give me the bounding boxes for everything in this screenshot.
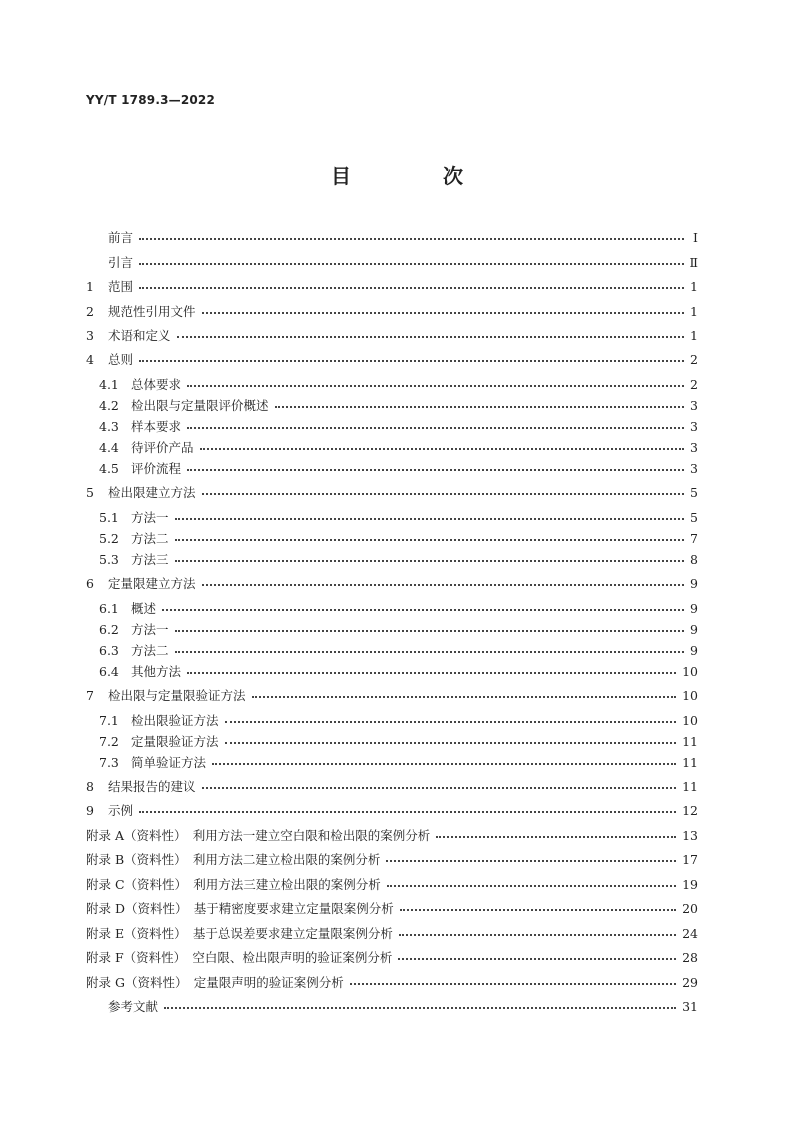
toc-entry-title: 评价流程 — [131, 461, 182, 476]
toc-entry-label — [86, 997, 158, 1015]
dot-leader — [175, 538, 684, 541]
toc-entry-page: 24 — [682, 925, 698, 941]
dot-leader — [164, 1006, 676, 1009]
toc-entry-title: 检出限与定量限评价概述 — [131, 398, 269, 413]
toc-entry-label — [86, 686, 246, 704]
dot-leader — [386, 859, 676, 862]
toc-entry[interactable] — [86, 753, 698, 771]
toc-entry[interactable] — [86, 711, 698, 729]
dot-leader — [175, 629, 684, 632]
toc-entry[interactable] — [86, 875, 698, 893]
toc-entry-page: 3 — [690, 439, 698, 455]
toc-entry-page: 17 — [682, 851, 698, 867]
toc-entry-title: 前言 — [108, 230, 134, 245]
toc-entry-number: 9 — [86, 802, 94, 818]
toc-entry[interactable] — [86, 253, 698, 271]
dot-leader — [139, 810, 676, 813]
toc-entry-label — [86, 801, 133, 819]
toc-entry-page: 28 — [682, 949, 698, 965]
toc-entry-label — [86, 753, 206, 771]
toc-entry-label — [86, 875, 381, 893]
toc-entry[interactable] — [86, 350, 698, 368]
toc-entry[interactable] — [86, 438, 698, 456]
toc-entry[interactable] — [86, 302, 698, 320]
toc-entry-title: 检出限与定量限验证方法 — [108, 688, 246, 703]
dot-leader — [398, 957, 676, 960]
dot-leader — [139, 359, 684, 362]
toc-entry-title: 附录 F（资料性） 空白限、检出限声明的验证案例分析 — [86, 950, 393, 965]
toc-entry-page: 2 — [690, 351, 698, 367]
toc-entry[interactable] — [86, 899, 698, 917]
toc-entry[interactable] — [86, 777, 698, 795]
toc-entry-page: 10 — [682, 687, 698, 703]
toc-entry-title: 检出限建立方法 — [108, 485, 196, 500]
toc-entry-number: 4.4 — [99, 439, 119, 455]
toc-entry-title: 术语和定义 — [108, 328, 171, 343]
dot-leader — [202, 583, 684, 586]
toc-entry[interactable] — [86, 801, 698, 819]
toc-entry-label — [86, 574, 196, 592]
toc-entry-page: 11 — [682, 733, 698, 749]
dot-leader — [387, 884, 676, 887]
toc-entry-page: 1 — [690, 327, 698, 343]
toc-entry-page: 9 — [690, 600, 698, 616]
toc-entry-title: 其他方法 — [131, 664, 182, 679]
toc-entry-title: 检出限验证方法 — [131, 713, 219, 728]
dot-leader — [162, 608, 684, 611]
toc-entry-label — [86, 529, 169, 547]
toc-entry-page: 9 — [690, 621, 698, 637]
toc-entry[interactable] — [86, 277, 698, 295]
toc-entry-label — [86, 662, 181, 680]
toc-entry[interactable] — [86, 459, 698, 477]
toc-entry-label — [86, 641, 169, 659]
toc-entry[interactable] — [86, 662, 698, 680]
toc-entry-page: 11 — [682, 778, 698, 794]
toc-entry-label — [86, 350, 133, 368]
page-title: 目 次 — [331, 164, 499, 188]
toc-entry-page: 13 — [682, 827, 698, 843]
dot-leader — [187, 426, 684, 429]
toc-entry-page: 29 — [682, 974, 698, 990]
dot-leader — [175, 517, 684, 520]
toc-entry-title: 方法二 — [131, 643, 169, 658]
toc-entry-label — [86, 924, 393, 942]
toc-entry-label — [86, 620, 169, 638]
toc-entry-page: 19 — [682, 876, 698, 892]
toc-entry[interactable] — [86, 732, 698, 750]
toc-entry-title: 定量限验证方法 — [131, 734, 219, 749]
standard-number: YY/T 1789.3—2022 — [86, 93, 216, 107]
toc-entry-label — [86, 973, 344, 991]
toc-entry-label — [86, 550, 169, 568]
dot-leader — [200, 447, 684, 450]
toc-entry-number: 1 — [86, 278, 94, 294]
toc-entry-page: 10 — [682, 712, 698, 728]
toc-entry-label — [86, 899, 394, 917]
toc-entry-title: 方法一 — [131, 622, 169, 637]
toc-entry-title: 附录 D（资料性） 基于精密度要求建立定量限案例分析 — [86, 901, 394, 916]
toc-entry-title: 待评价产品 — [131, 440, 194, 455]
toc-entry[interactable] — [86, 948, 698, 966]
dot-leader — [225, 720, 677, 723]
toc-entry-title: 范围 — [108, 279, 134, 294]
toc-entry[interactable] — [86, 924, 698, 942]
dot-leader — [252, 695, 677, 698]
toc-entry-label — [86, 459, 181, 477]
dot-leader — [202, 786, 677, 789]
toc-entry[interactable] — [86, 850, 698, 868]
toc-entry-page: 12 — [682, 802, 698, 818]
toc-entry-title: 总则 — [108, 352, 134, 367]
toc-entry[interactable] — [86, 483, 698, 501]
dot-leader — [225, 741, 677, 744]
toc-entry-number: 4 — [86, 351, 94, 367]
toc-entry-number: 5.3 — [99, 551, 119, 567]
toc-entry-page: 1 — [690, 303, 698, 319]
toc-entry-label — [86, 850, 380, 868]
toc-entry-label — [86, 228, 133, 246]
toc-entry[interactable] — [86, 508, 698, 526]
toc-entry-number: 7.1 — [99, 712, 119, 728]
dot-leader — [400, 908, 676, 911]
toc-entry-title: 方法一 — [131, 510, 169, 525]
toc-entry-number: 2 — [86, 303, 94, 319]
toc-entry-label — [86, 277, 133, 295]
dot-leader — [175, 559, 684, 562]
toc-entry-page: Ⅰ — [693, 229, 698, 245]
toc-entry-title: 规范性引用文件 — [108, 304, 196, 319]
toc-entry-number: 4.3 — [99, 418, 119, 434]
toc-entry-page: 2 — [690, 376, 698, 392]
toc-entry-page: 31 — [682, 998, 698, 1014]
toc-entry-label — [86, 302, 196, 320]
toc-entry-number: 7.2 — [99, 733, 119, 749]
toc-entry-page: 7 — [690, 530, 698, 546]
toc-entry-title: 附录 A（资料性） 利用方法一建立空白限和检出限的案例分析 — [86, 828, 431, 843]
toc-entry[interactable] — [86, 396, 698, 414]
toc-entry-page: 5 — [690, 509, 698, 525]
toc-entry-number: 8 — [86, 778, 94, 794]
toc-entry-label — [86, 326, 171, 344]
toc-entry-title: 简单验证方法 — [131, 755, 207, 770]
toc-entry[interactable] — [86, 686, 698, 704]
toc-entry-title: 引言 — [108, 255, 134, 270]
toc-entry-page: 11 — [682, 754, 698, 770]
toc-entry[interactable] — [86, 228, 698, 246]
dot-leader — [139, 262, 683, 265]
toc-entry-label — [86, 732, 219, 750]
toc-entry-title: 示例 — [108, 803, 134, 818]
toc-entry-number: 6.2 — [99, 621, 119, 637]
toc-entry-page: 3 — [690, 460, 698, 476]
toc-entry-page: 1 — [690, 278, 698, 294]
dot-leader — [187, 468, 684, 471]
toc-entry-page: 10 — [682, 663, 698, 679]
dot-leader — [212, 762, 676, 765]
toc-entry-title: 方法三 — [131, 552, 169, 567]
toc-entry-page: 9 — [690, 575, 698, 591]
toc-entry-title: 附录 C（资料性） 利用方法三建立检出限的案例分析 — [86, 877, 381, 892]
toc-entry-label — [86, 777, 196, 795]
toc-entry-label — [86, 508, 169, 526]
toc-entry-title: 概述 — [131, 601, 157, 616]
toc-entry[interactable] — [86, 641, 698, 659]
dot-leader — [202, 492, 684, 495]
toc-entry-number: 5.2 — [99, 530, 119, 546]
dot-leader — [187, 384, 684, 387]
toc-entry-title: 附录 B（资料性） 利用方法二建立检出限的案例分析 — [86, 852, 381, 867]
toc-entry-page: 3 — [690, 418, 698, 434]
toc-entry-title: 参考文献 — [108, 999, 159, 1014]
toc-entry-number: 6 — [86, 575, 94, 591]
toc-entry-label — [86, 826, 430, 844]
dot-leader — [350, 982, 676, 985]
toc-entry-number: 5 — [86, 484, 94, 500]
toc-entry-title: 定量限建立方法 — [108, 576, 196, 591]
toc-entry-title: 样本要求 — [131, 419, 182, 434]
toc-entry-label — [86, 396, 269, 414]
toc-entry-page: 20 — [682, 900, 698, 916]
toc-entry-number: 5.1 — [99, 509, 119, 525]
toc-entry[interactable] — [86, 826, 698, 844]
toc-entry-number: 6.3 — [99, 642, 119, 658]
toc-entry[interactable] — [86, 574, 698, 592]
dot-leader — [177, 335, 684, 338]
toc-entry-number: 4.2 — [99, 397, 119, 413]
toc-entry-page: 5 — [690, 484, 698, 500]
dot-leader — [139, 286, 684, 289]
dot-leader — [275, 405, 684, 408]
toc-entry[interactable] — [86, 326, 698, 344]
toc-entry-title: 总体要求 — [131, 377, 182, 392]
toc-entry-label — [86, 375, 181, 393]
dot-leader — [139, 237, 684, 240]
toc-entry[interactable] — [86, 529, 698, 547]
toc-entry-title: 结果报告的建议 — [108, 779, 196, 794]
toc-entry-page: 8 — [690, 551, 698, 567]
toc-entry-title: 附录 G（资料性） 定量限声明的验证案例分析 — [86, 975, 344, 990]
toc-entry[interactable] — [86, 599, 698, 617]
toc-entry[interactable] — [86, 417, 698, 435]
toc-entry-number: 3 — [86, 327, 94, 343]
toc-entry-label — [86, 711, 219, 729]
toc-entry-title: 方法二 — [131, 531, 169, 546]
toc-entry-number: 6.4 — [99, 663, 119, 679]
toc-entry-page: 3 — [690, 397, 698, 413]
toc-entry-page: Ⅱ — [689, 254, 698, 270]
toc-entry-label — [86, 483, 196, 501]
toc-entry-label — [86, 417, 181, 435]
toc-entry-number: 7 — [86, 687, 94, 703]
dot-leader — [187, 671, 676, 674]
toc-entry[interactable] — [86, 973, 698, 991]
toc-entry[interactable] — [86, 375, 698, 393]
dot-leader — [399, 933, 676, 936]
dot-leader — [202, 311, 684, 314]
toc-entry-label — [86, 438, 194, 456]
toc-entry-label — [86, 948, 392, 966]
toc-entry-title: 附录 E（资料性） 基于总误差要求建立定量限案例分析 — [86, 926, 393, 941]
toc-entry-label — [86, 253, 133, 271]
toc-entry[interactable] — [86, 620, 698, 638]
toc-entry[interactable] — [86, 550, 698, 568]
toc-entry-number: 6.1 — [99, 600, 119, 616]
toc-entry-number: 4.1 — [99, 376, 119, 392]
toc-entry[interactable] — [86, 997, 698, 1015]
toc-entry-number: 7.3 — [99, 754, 119, 770]
toc-entry-number: 4.5 — [99, 460, 119, 476]
dot-leader — [436, 835, 676, 838]
toc-entry-page: 9 — [690, 642, 698, 658]
toc-entry-label — [86, 599, 156, 617]
dot-leader — [175, 650, 684, 653]
